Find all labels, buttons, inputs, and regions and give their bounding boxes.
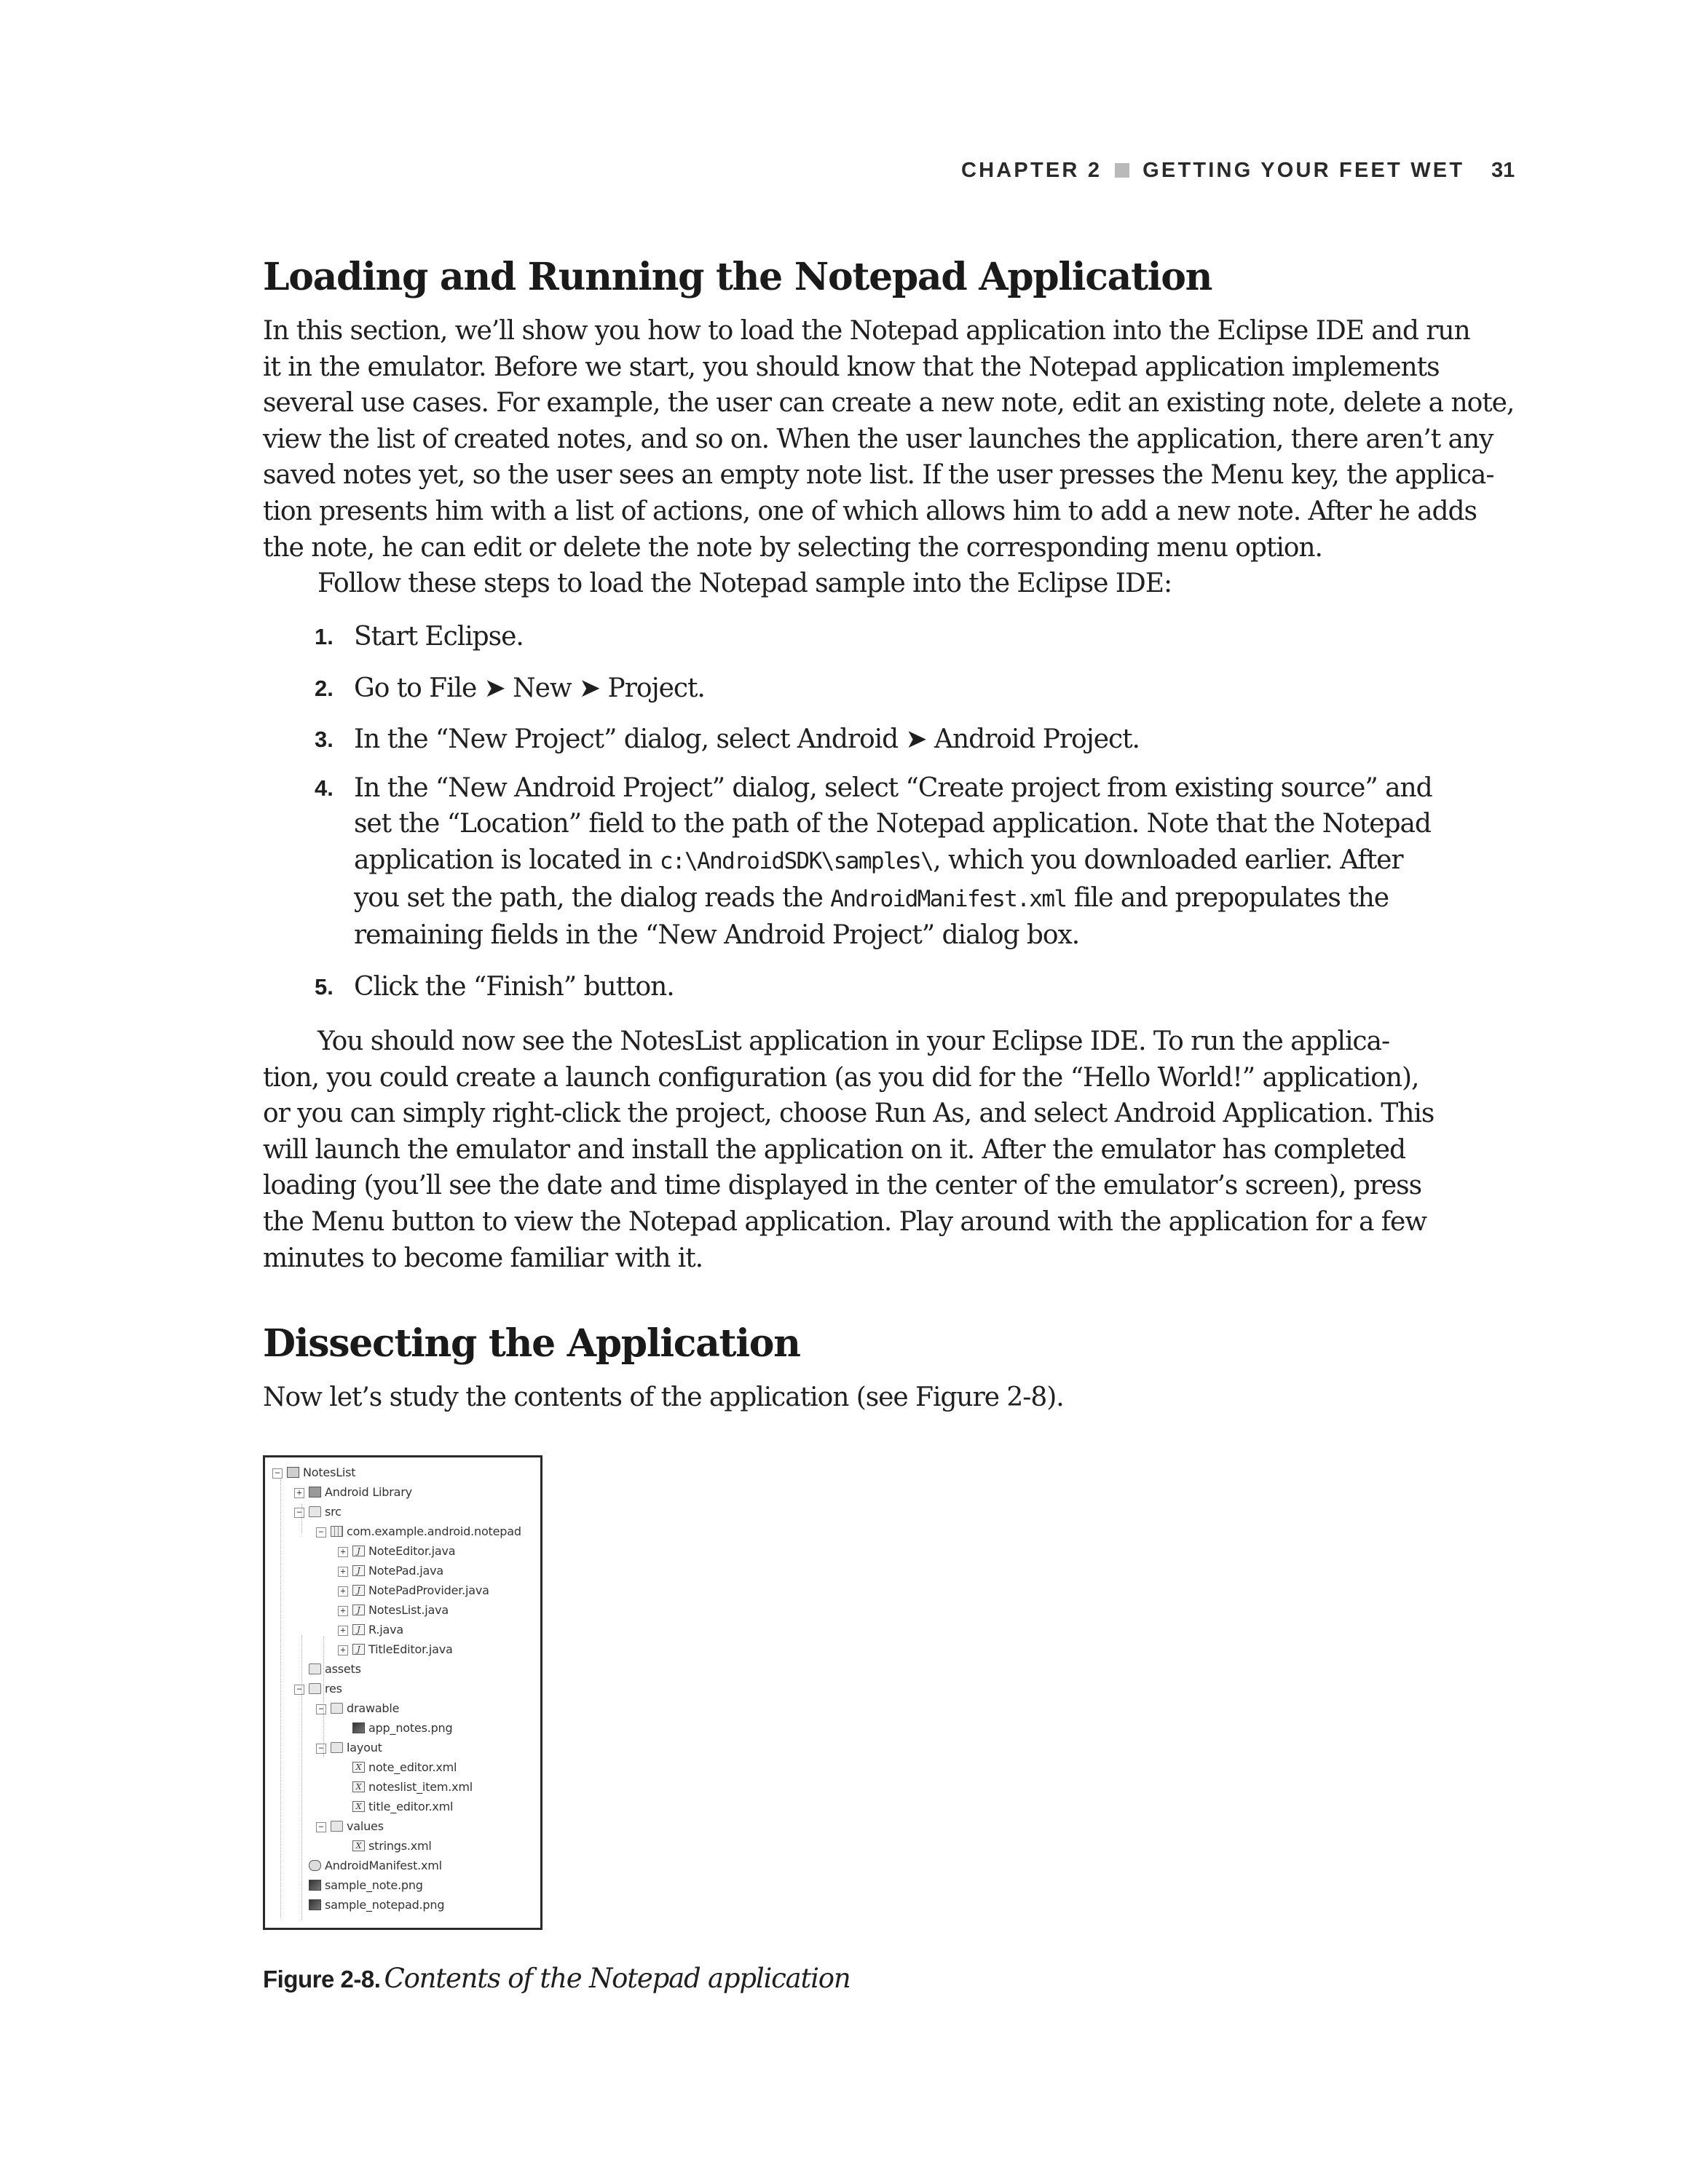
- tree-item[interactable]: [316, 1699, 564, 1718]
- tree-item[interactable]: [294, 1876, 542, 1895]
- xml-file-icon: X: [352, 1781, 365, 1792]
- tree-item-label: values: [347, 1819, 384, 1833]
- tree-item-label: note_editor.xml: [368, 1760, 457, 1774]
- library-icon: [309, 1487, 321, 1497]
- tree-item-label: strings.xml: [368, 1839, 432, 1853]
- tree-item-label: R.java: [368, 1623, 403, 1637]
- tree-item[interactable]: [294, 1483, 542, 1502]
- xml-file-icon: X: [352, 1840, 365, 1851]
- folder-icon: [309, 1683, 321, 1694]
- section-heading-loading: Loading and Running the Notepad Application: [263, 255, 1212, 299]
- tree-item[interactable]: [316, 1522, 564, 1541]
- collapse-icon[interactable]: −: [316, 1822, 326, 1832]
- tree-item[interactable]: [294, 1896, 542, 1915]
- figure-caption-text: Contents of the Notepad application: [384, 1963, 851, 1994]
- tree-item[interactable]: [316, 1738, 564, 1757]
- tree-item[interactable]: [294, 1660, 542, 1679]
- steps-list: [315, 619, 1451, 1005]
- tree-item-label: TitleEditor.java: [368, 1642, 453, 1656]
- tree-item-label: NoteEditor.java: [368, 1544, 456, 1558]
- steps-intro: Follow these steps to load the Notepad sample into the Eclipse IDE:: [317, 569, 1172, 599]
- tree-item-label: NotePad.java: [368, 1564, 443, 1578]
- tree-item[interactable]: [294, 1679, 542, 1698]
- tree-item[interactable]: [338, 1797, 585, 1816]
- running-header: [961, 159, 1529, 188]
- manifest-file-icon: [309, 1860, 321, 1871]
- tree-item-label: drawable: [347, 1701, 400, 1715]
- tree-item-label: com.example.android.notepad: [347, 1524, 521, 1538]
- tree-item[interactable]: [338, 1581, 585, 1600]
- folder-icon: [331, 1703, 343, 1714]
- image-file-icon: [309, 1899, 321, 1910]
- tree-item[interactable]: [338, 1758, 585, 1777]
- package-icon: [331, 1526, 343, 1537]
- java-file-icon: J: [352, 1605, 365, 1615]
- figure-caption: [263, 1963, 1209, 1994]
- intro-paragraph: In this section, we’ll show you how to load the Notepad application into the Eclipse IDE and run it in the emulator. Before we start, you should know that the Notepad application implements several use cases. For example, the user can create a new note, edit an existing note, delete a note, view the list of created notes, and so on. When the user launches the application, there aren’t any saved notes yet, so the user sees an empty note list. If the user presses the Menu key, the applica- tion presents him with a list of actions, one of which allows him to add a new note. After he adds the note, he can edit or delete the note by selecting the corresponding menu option. Follow these steps to load the Notepad sample into the Eclipse IDE:: [263, 313, 1435, 602]
- project-tree-figure: [263, 1455, 542, 1930]
- java-file-icon: J: [352, 1585, 365, 1596]
- tree-item[interactable]: [338, 1719, 585, 1738]
- tree-item[interactable]: [338, 1837, 585, 1856]
- tree-item[interactable]: [316, 1817, 564, 1836]
- collapse-icon[interactable]: −: [272, 1468, 283, 1479]
- list-item: 2. Go to File ➤ New ➤ Project.: [315, 673, 705, 703]
- expand-icon[interactable]: +: [338, 1606, 348, 1616]
- inline-code-path: c:\AndroidSDK\samples\: [659, 847, 934, 874]
- tree-item-label: res: [325, 1682, 342, 1696]
- expand-icon[interactable]: +: [294, 1488, 304, 1498]
- list-item: 1. Start Eclipse.: [315, 622, 524, 652]
- java-file-icon: J: [352, 1644, 365, 1655]
- java-file-icon: J: [352, 1565, 365, 1576]
- project-icon: [287, 1467, 299, 1478]
- dissecting-intro: Now let’s study the contents of the application (see Figure 2-8).: [263, 1382, 1064, 1412]
- list-item: 4. In the “New Android Project” dialog, select “Create project from existing source” and set the “Location” field to the path of the Notepad application. Note that the Notepad application is located in c:\AndroidSDK\samples\, which you downloaded earlier. After you set the path, the dialog reads the AndroidManifest.xml file and prepopulates the remaining fields in the “New Android Project” dialog box.: [315, 772, 1432, 951]
- java-file-icon: J: [352, 1546, 365, 1556]
- list-item: 3. In the “New Project” dialog, select Android ➤ Android Project.: [315, 724, 1140, 755]
- xml-file-icon: X: [352, 1801, 365, 1812]
- tree-item[interactable]: [338, 1621, 585, 1639]
- expand-icon[interactable]: +: [338, 1586, 348, 1597]
- tree-item-label: AndroidManifest.xml: [325, 1859, 442, 1872]
- tree-item-label: src: [325, 1505, 342, 1519]
- expand-icon[interactable]: +: [338, 1626, 348, 1636]
- folder-icon: [309, 1663, 321, 1674]
- image-file-icon: [352, 1722, 365, 1733]
- tree-item-label: NotesList.java: [368, 1603, 449, 1617]
- tree-item-label: Android Library: [325, 1485, 412, 1499]
- list-item: 5. Click the “Finish” button.: [315, 971, 674, 1002]
- collapse-icon[interactable]: −: [294, 1685, 304, 1695]
- tree-item[interactable]: [338, 1778, 585, 1797]
- tree-item[interactable]: [338, 1640, 585, 1659]
- expand-icon[interactable]: +: [338, 1567, 348, 1577]
- tree-item-label: title_editor.xml: [368, 1800, 454, 1813]
- section-heading-dissecting: Dissecting the Application: [263, 1321, 800, 1366]
- folder-icon: [331, 1742, 343, 1753]
- tree-item-label: assets: [325, 1662, 361, 1676]
- collapse-icon[interactable]: −: [316, 1527, 326, 1538]
- collapse-icon[interactable]: −: [316, 1744, 326, 1754]
- tree-item[interactable]: [338, 1601, 585, 1620]
- tree-item-label: noteslist_item.xml: [368, 1780, 473, 1794]
- folder-icon: [331, 1821, 343, 1832]
- expand-icon[interactable]: +: [338, 1547, 348, 1557]
- tree-item[interactable]: [294, 1503, 542, 1522]
- tree-item[interactable]: [338, 1562, 585, 1580]
- tree-item[interactable]: [272, 1463, 520, 1482]
- tree-item-label: layout: [347, 1741, 382, 1754]
- inline-code-manifest: AndroidManifest.xml: [830, 885, 1067, 912]
- tree-item-label: NotesList: [303, 1465, 356, 1479]
- xml-file-icon: X: [352, 1762, 365, 1773]
- page-number: 31: [1491, 159, 1515, 182]
- source-folder-icon: [309, 1506, 321, 1517]
- tree-item-label: sample_note.png: [325, 1878, 423, 1892]
- tree-item-label: sample_notepad.png: [325, 1898, 445, 1912]
- image-file-icon: [309, 1880, 321, 1891]
- tree-item[interactable]: [338, 1542, 585, 1561]
- separator-square-icon: [1115, 163, 1129, 178]
- java-file-icon: J: [352, 1624, 365, 1635]
- collapse-icon[interactable]: −: [294, 1508, 304, 1518]
- tree-item-label: app_notes.png: [368, 1721, 453, 1735]
- expand-icon[interactable]: +: [338, 1645, 348, 1655]
- run-paragraph: You should now see the NotesList application in your Eclipse IDE. To run the applica- tion, you could create a launch configuration (as you did for the “Hello World!” application), or you can simply right-click the project, choose Run As, and select Android Application. This will launch the emulator and install the application on it. After the emulator has completed loading (you’ll see the date and time displayed in the center of the emulator’s screen), press the Menu button to view the Notepad application. Play around with the application for a few minutes to become familiar with it.: [263, 1026, 1434, 1273]
- collapse-icon[interactable]: −: [316, 1704, 326, 1714]
- figure-label: Figure 2-8.: [263, 1966, 381, 1993]
- tree-item-label: NotePadProvider.java: [368, 1583, 489, 1597]
- tree-item[interactable]: [294, 1856, 542, 1875]
- chapter-title: CHAPTER 2 GETTING YOUR FEET WET: [961, 159, 1465, 182]
